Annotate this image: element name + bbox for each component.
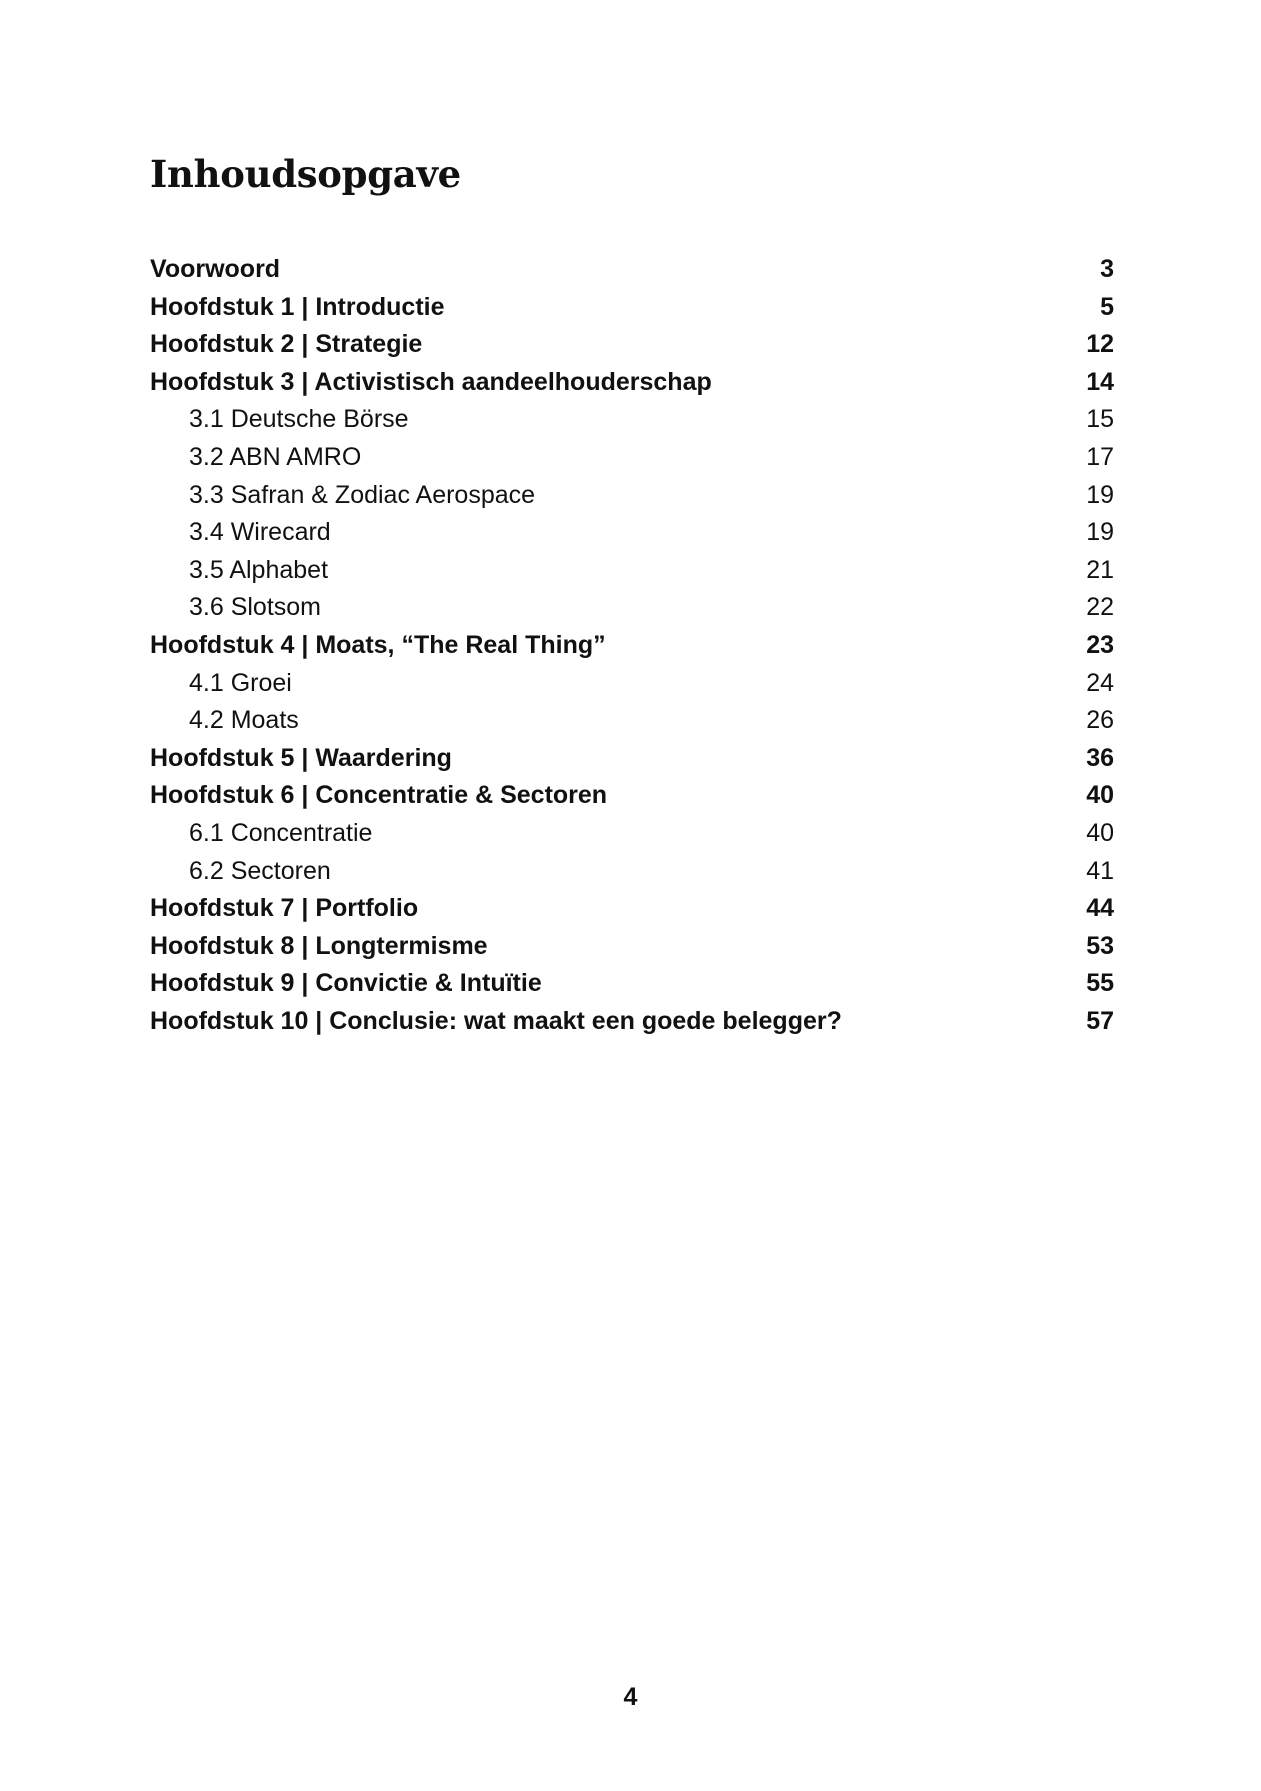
toc-section-entry	[150, 665, 1114, 703]
page-title: Inhoudsopgave	[150, 152, 461, 196]
toc-entry-page: 19	[1086, 518, 1114, 547]
page-number: 4	[623, 1683, 638, 1711]
toc-entry-label: 3.6 Slotsom	[189, 593, 322, 622]
toc-entry-page: 40	[1086, 818, 1114, 847]
toc-entry-label: 3.3 Safran & Zodiac Aerospace	[189, 480, 536, 509]
toc-entry-label: 4.1 Groei	[189, 668, 292, 697]
toc-chapter-entry	[150, 364, 1114, 402]
toc-entry-page: 55	[1086, 969, 1114, 998]
toc-entry-label: 6.1 Concentratie	[189, 818, 373, 847]
toc-entry-label: Hoofdstuk 3 | Activistisch aandeelhouderschap	[150, 367, 712, 396]
toc-entry-page: 57	[1086, 1006, 1114, 1035]
toc-entry-page: 12	[1086, 330, 1114, 359]
toc-section-entry	[150, 439, 1114, 477]
toc-chapter-entry	[150, 928, 1114, 966]
toc-entry-page: 3	[1100, 255, 1114, 283]
toc-chapter-entry	[150, 289, 1114, 327]
toc-entry-page: 19	[1086, 480, 1114, 509]
toc-chapter-entry	[150, 1003, 1114, 1041]
toc-entry-label: 4.2 Moats	[189, 706, 299, 735]
toc-section-entry	[150, 589, 1114, 627]
toc-section-entry	[150, 514, 1114, 552]
toc-chapter-entry	[150, 326, 1114, 364]
toc-chapter-entry	[150, 890, 1114, 928]
toc-chapter-entry	[150, 627, 1114, 665]
toc-section-entry	[150, 477, 1114, 515]
toc-entry-label: Hoofdstuk 9 | Convictie & Intuïtie	[150, 969, 542, 998]
toc-entry-label: Hoofdstuk 1 | Introductie	[150, 292, 445, 321]
toc-section-entry	[150, 401, 1114, 439]
toc-entry-label: 3.4 Wirecard	[189, 518, 331, 547]
toc-chapter-entry	[150, 777, 1114, 815]
toc-entry-page: 53	[1086, 931, 1114, 960]
toc-chapter-entry	[150, 251, 1114, 289]
toc-chapter-entry	[150, 740, 1114, 778]
toc-entry-label: Hoofdstuk 10 | Conclusie: wat maakt een goede belegger?	[150, 1006, 842, 1035]
toc-entry-page: 15	[1086, 405, 1114, 434]
toc-entry-page: 5	[1100, 292, 1114, 321]
toc-entry-page: 40	[1086, 781, 1114, 810]
toc-entry-label: Hoofdstuk 2 | Strategie	[150, 330, 423, 359]
toc-entry-page: 22	[1086, 593, 1114, 622]
table-of-contents	[150, 251, 1114, 1040]
toc-entry-page: 36	[1086, 743, 1114, 772]
toc-section-entry	[150, 702, 1114, 740]
toc-entry-page: 14	[1086, 367, 1114, 396]
toc-entry-page: 21	[1086, 555, 1114, 584]
toc-entry-label: 3.1 Deutsche Börse	[189, 405, 409, 434]
toc-entry-page: 44	[1086, 894, 1114, 923]
toc-section-entry	[150, 853, 1114, 891]
toc-entry-page: 23	[1086, 630, 1114, 659]
toc-entry-label: 3.2 ABN AMRO	[189, 442, 362, 471]
toc-entry-label: Voorwoord	[150, 255, 281, 283]
toc-entry-label: 3.5 Alphabet	[189, 555, 329, 584]
toc-entry-label: Hoofdstuk 5 | Waardering	[150, 743, 452, 772]
toc-entry-label: Hoofdstuk 4 | Moats, “The Real Thing”	[150, 630, 606, 659]
toc-entry-page: 17	[1086, 442, 1114, 471]
toc-entry-label: Hoofdstuk 6 | Concentratie & Sectoren	[150, 781, 608, 810]
toc-section-entry	[150, 552, 1114, 590]
toc-entry-label: Hoofdstuk 7 | Portfolio	[150, 894, 419, 923]
toc-section-entry	[150, 815, 1114, 853]
toc-entry-page: 41	[1086, 856, 1114, 885]
toc-chapter-entry	[150, 965, 1114, 1003]
toc-entry-label: 6.2 Sectoren	[189, 856, 331, 885]
toc-entry-page: 24	[1086, 668, 1114, 697]
toc-entry-label: Hoofdstuk 8 | Longtermisme	[150, 931, 488, 960]
toc-entry-page: 26	[1086, 706, 1114, 735]
